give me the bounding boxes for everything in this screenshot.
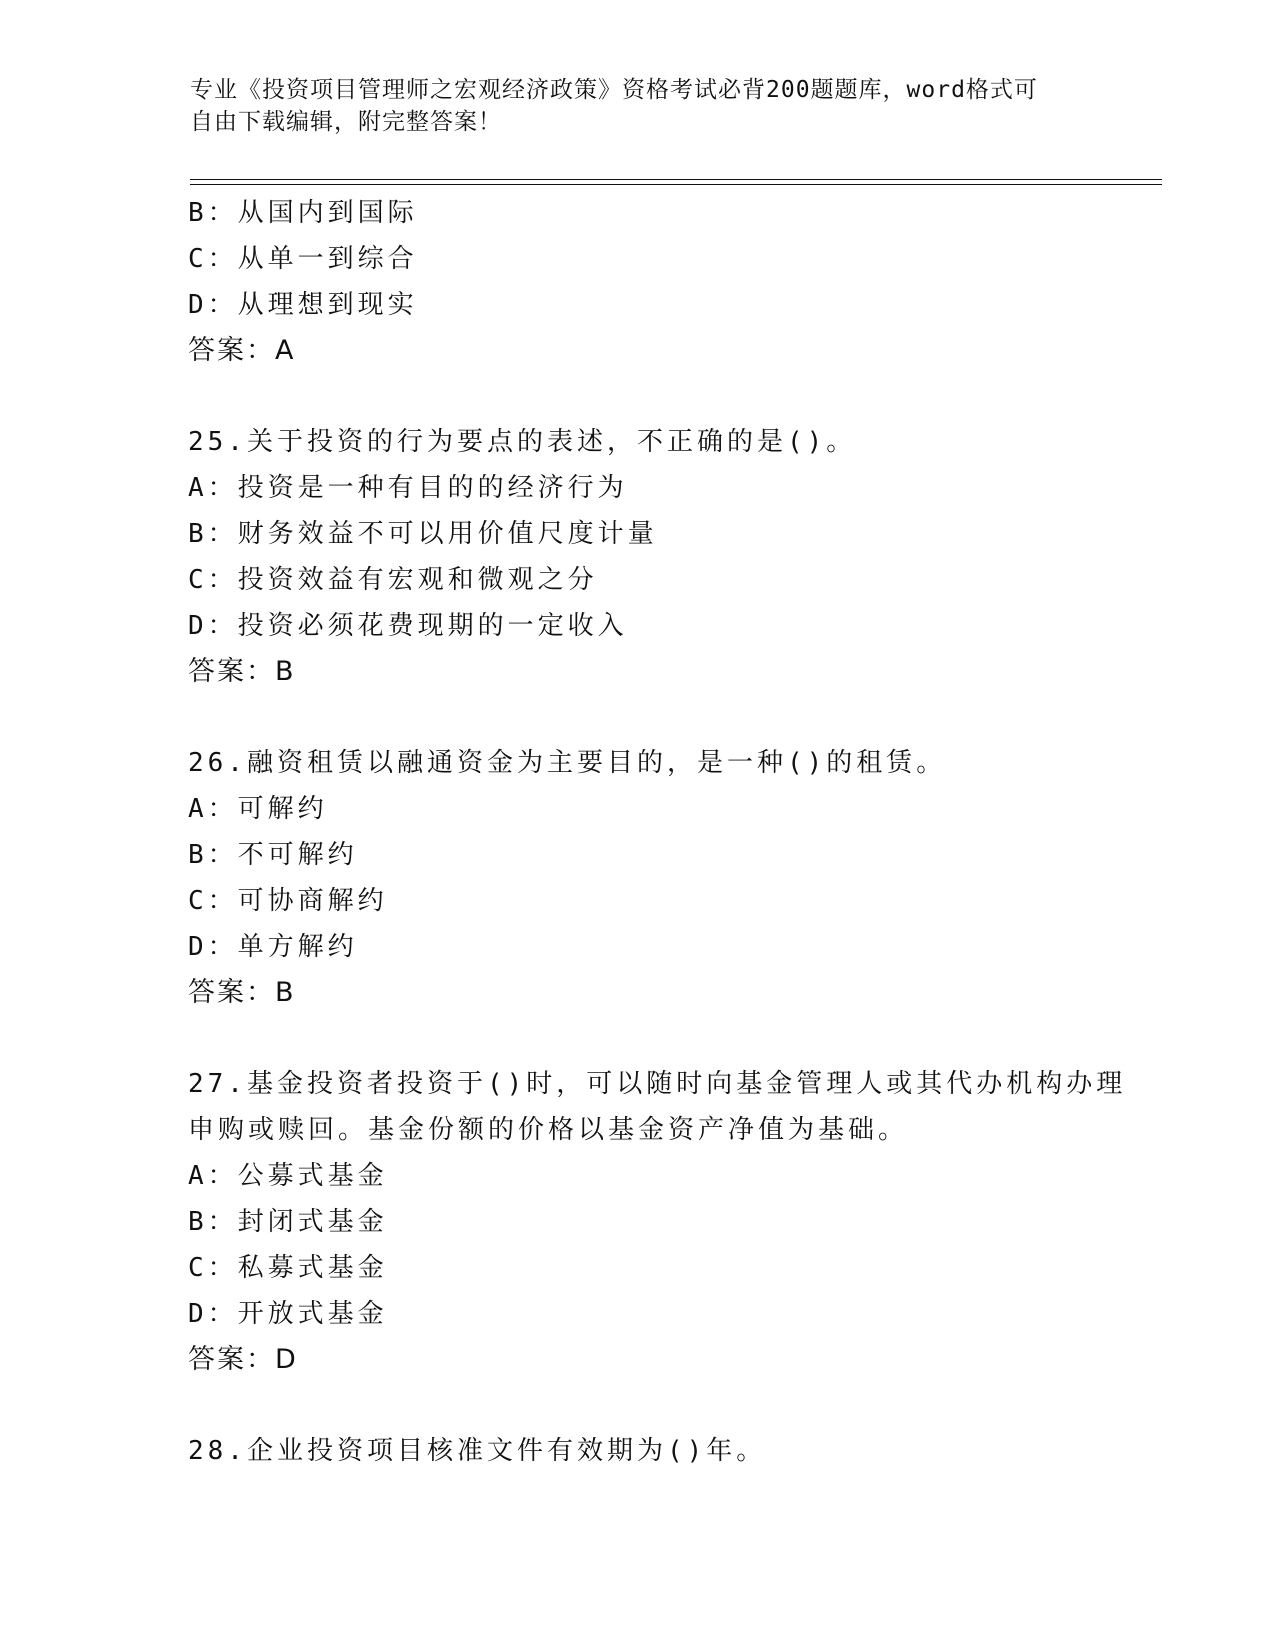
option-d: D：单方解约 [188, 932, 358, 962]
option-d: D：开放式基金 [188, 1299, 388, 1329]
header-title-line-2: 自由下载编辑，附完整答案！ [190, 109, 502, 135]
question-spacer [188, 374, 1088, 419]
question-spacer [188, 1383, 1088, 1428]
header-divider-top [190, 179, 1162, 180]
option-d: D：从理想到现实 [188, 290, 418, 320]
answer-line: 答案：B [188, 656, 296, 687]
option-c: C：投资效益有宏观和微观之分 [188, 565, 598, 595]
option-c: C：私募式基金 [188, 1253, 388, 1283]
option-b: B：财务效益不可以用价值尺度计量 [188, 519, 658, 549]
option-c: C：从单一到综合 [188, 244, 418, 274]
option-a: A：可解约 [188, 794, 328, 824]
option-b: B：不可解约 [188, 840, 358, 870]
document-header [190, 74, 1090, 138]
option-a: A：投资是一种有目的的经济行为 [188, 473, 628, 503]
question-block-26 [188, 740, 1088, 1016]
question-block-27 [188, 1061, 1127, 1383]
question-list [188, 190, 1127, 1474]
question-spacer [188, 1016, 1088, 1061]
question-text: 26.融资租赁以融通资金为主要目的，是一种()的租赁。 [188, 748, 947, 778]
answer-line: 答案：A [188, 335, 296, 366]
answer-line: 答案：D [188, 1344, 298, 1375]
question-text: 28.企业投资项目核准文件有效期为()年。 [188, 1436, 767, 1466]
header-divider-bottom [190, 184, 1162, 185]
question-text: 25.关于投资的行为要点的表述，不正确的是()。 [188, 427, 857, 457]
question-spacer [188, 695, 1088, 740]
option-b: B：封闭式基金 [188, 1207, 388, 1237]
question-block-28 [188, 1428, 1088, 1474]
option-b: B：从国内到国际 [188, 198, 418, 228]
option-c: C：可协商解约 [188, 886, 388, 916]
question-text-line-2: 申购或赎回。基金份额的价格以基金资产净值为基础。 [188, 1115, 909, 1145]
header-title-line-1: 专业《投资项目管理师之宏观经济政策》资格考试必背200题题库，word格式可 [190, 77, 1038, 103]
question-block-24 [188, 190, 1088, 374]
answer-line: 答案：B [188, 977, 296, 1008]
option-a: A：公募式基金 [188, 1161, 388, 1191]
question-text-line-1: 27.基金投资者投资于()时，可以随时向基金管理人或其代办机构办理 [188, 1069, 1127, 1099]
option-d: D：投资必须花费现期的一定收入 [188, 611, 628, 641]
question-block-25 [188, 419, 1088, 695]
